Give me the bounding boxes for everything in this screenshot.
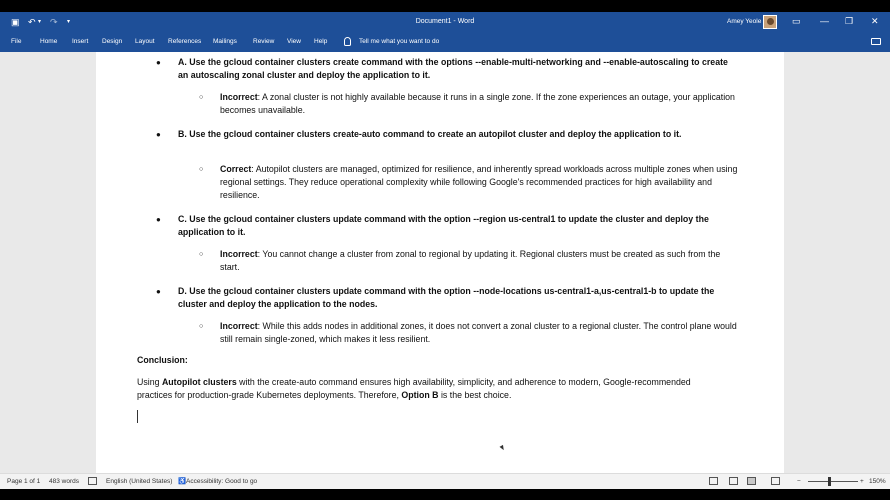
conclusion-text: with the create-auto command ensures high availability, simplicity, and adherence to modern, Google-recommended practices for production-grade Kubernetes deployments. Therefore, bbox=[137, 377, 691, 400]
conclusion-heading bbox=[137, 354, 437, 367]
tab-mailings[interactable]: Mailings bbox=[213, 38, 237, 45]
option-c-explanation bbox=[220, 248, 740, 274]
option-b-verdict: Correct bbox=[220, 164, 252, 174]
accessibility-icon[interactable]: ♿ bbox=[178, 478, 187, 485]
conclusion-text: Using bbox=[137, 377, 162, 387]
option-b-letter: B. bbox=[178, 129, 187, 139]
option-c-text: Use the gcloud container clusters update command with the option --region us-central1 to update the cluster and deploy the application to it. bbox=[178, 214, 709, 237]
focus-icon[interactable] bbox=[709, 477, 718, 485]
bullet-icon: ● bbox=[156, 287, 161, 296]
bullet-icon: ● bbox=[156, 58, 161, 67]
page-count[interactable]: Page 1 of 1 bbox=[7, 478, 41, 485]
tab-file[interactable]: File bbox=[11, 38, 22, 45]
tell-me-search[interactable]: Tell me what you want to do bbox=[359, 38, 440, 45]
option-d bbox=[178, 285, 738, 311]
option-a-verdict: Incorrect bbox=[220, 92, 258, 102]
tab-help[interactable]: Help bbox=[314, 38, 328, 45]
web-layout-icon[interactable] bbox=[771, 477, 780, 485]
option-c-verdict: Incorrect bbox=[220, 249, 258, 259]
tab-view[interactable]: View bbox=[287, 38, 301, 45]
zoom-in-icon[interactable]: + bbox=[860, 478, 864, 485]
read-mode-icon[interactable] bbox=[729, 477, 738, 485]
close-icon[interactable]: ✕ bbox=[871, 16, 879, 26]
zoom-level[interactable]: 150% bbox=[869, 478, 886, 485]
option-d-explanation-text: : While this adds nodes in additional zones, it does not convert a zonal cluster to a regional cluster. The control plane would still remain single-zoned, which makes it less resilient. bbox=[220, 321, 737, 344]
restore-icon[interactable]: ❐ bbox=[845, 16, 854, 26]
ribbon-display-icon[interactable]: ▭ bbox=[792, 16, 801, 26]
option-b bbox=[178, 128, 738, 141]
document-canvas bbox=[0, 52, 890, 473]
text-cursor bbox=[137, 410, 138, 423]
option-c bbox=[178, 213, 738, 239]
option-d-letter: D. bbox=[178, 286, 187, 296]
lightbulb-icon bbox=[344, 37, 351, 46]
circle-bullet-icon: ○ bbox=[199, 166, 204, 173]
word-count[interactable]: 483 words bbox=[49, 478, 79, 485]
proofing-icon[interactable] bbox=[88, 477, 97, 485]
tab-design[interactable]: Design bbox=[102, 38, 123, 45]
option-b-explanation bbox=[220, 163, 740, 202]
circle-bullet-icon: ○ bbox=[199, 323, 204, 330]
option-b-text: Use the gcloud container clusters create-auto command to create an autopilot cluster and deploy the application to it. bbox=[189, 129, 682, 139]
ribbon-tabs bbox=[0, 33, 890, 52]
comments-icon[interactable] bbox=[871, 38, 881, 45]
user-name[interactable]: Amey Yeole bbox=[727, 18, 762, 25]
status-bar bbox=[0, 473, 890, 489]
option-d-verdict: Incorrect bbox=[220, 321, 258, 331]
customize-icon[interactable]: ▾ bbox=[67, 19, 71, 25]
tab-insert[interactable]: Insert bbox=[72, 38, 89, 45]
save-icon[interactable]: ▣ bbox=[11, 17, 20, 27]
accessibility-status[interactable]: Accessibility: Good to go bbox=[186, 478, 258, 485]
conclusion-bold-text: Option B bbox=[401, 390, 439, 400]
option-c-letter: C. bbox=[178, 214, 187, 224]
redo-icon[interactable]: ↷ bbox=[50, 17, 58, 27]
zoom-slider-thumb[interactable] bbox=[828, 477, 831, 486]
zoom-slider[interactable] bbox=[808, 481, 858, 482]
option-a-text: Use the gcloud container clusters create command with the options --enable-multi-networking and --enable-autoscaling to create an autoscaling zonal cluster and deploy the application to it. bbox=[178, 57, 728, 80]
option-d-explanation bbox=[220, 320, 740, 346]
tab-layout[interactable]: Layout bbox=[135, 38, 155, 45]
option-c-explanation-text: : You cannot change a cluster from zonal to regional by updating it. Regional clusters must be created as such from the start. bbox=[220, 249, 721, 272]
circle-bullet-icon: ○ bbox=[199, 94, 204, 101]
avatar[interactable] bbox=[763, 15, 777, 29]
document-page[interactable] bbox=[96, 52, 784, 473]
zoom-out-icon[interactable]: − bbox=[797, 478, 801, 485]
option-d-text: Use the gcloud container clusters update command with the option --node-locations us-central1-a,us-central1-b to update the cluster and deploy the application to the nodes. bbox=[178, 286, 715, 309]
language[interactable]: English (United States) bbox=[106, 478, 173, 485]
tab-home[interactable]: Home bbox=[40, 38, 58, 45]
print-layout-icon[interactable] bbox=[747, 477, 756, 485]
bullet-icon: ● bbox=[156, 130, 161, 139]
tab-review[interactable]: Review bbox=[253, 38, 275, 45]
circle-bullet-icon: ○ bbox=[199, 251, 204, 258]
conclusion-bold-text: Autopilot clusters bbox=[161, 377, 237, 387]
option-a bbox=[178, 56, 738, 82]
undo-icon[interactable]: ↶ bbox=[28, 17, 36, 27]
option-a-explanation-text: : A zonal cluster is not highly available because it runs in a single zone. If the zone experiences an outage, your application becomes unavailable. bbox=[220, 92, 735, 115]
option-a-letter: A. bbox=[178, 57, 187, 67]
bullet-icon: ● bbox=[156, 215, 161, 224]
option-b-explanation-text: : Autopilot clusters are managed, optimized for resilience, and inherently spread workloads across multiple zones when using regional settings. They reduce operational complexity while following Google's recommended practices for high availability and resilience. bbox=[220, 164, 738, 200]
minimize-icon[interactable]: — bbox=[820, 16, 829, 26]
option-a-explanation bbox=[220, 91, 740, 117]
title-bar bbox=[0, 12, 890, 33]
undo-dropdown-icon[interactable]: ▾ bbox=[38, 19, 42, 25]
document-title: Document1 - Word bbox=[415, 18, 475, 25]
conclusion-text: is the best choice. bbox=[438, 390, 512, 400]
conclusion-paragraph bbox=[137, 376, 722, 402]
conclusion-heading-text: Conclusion: bbox=[137, 355, 188, 365]
tab-references[interactable]: References bbox=[168, 38, 202, 45]
